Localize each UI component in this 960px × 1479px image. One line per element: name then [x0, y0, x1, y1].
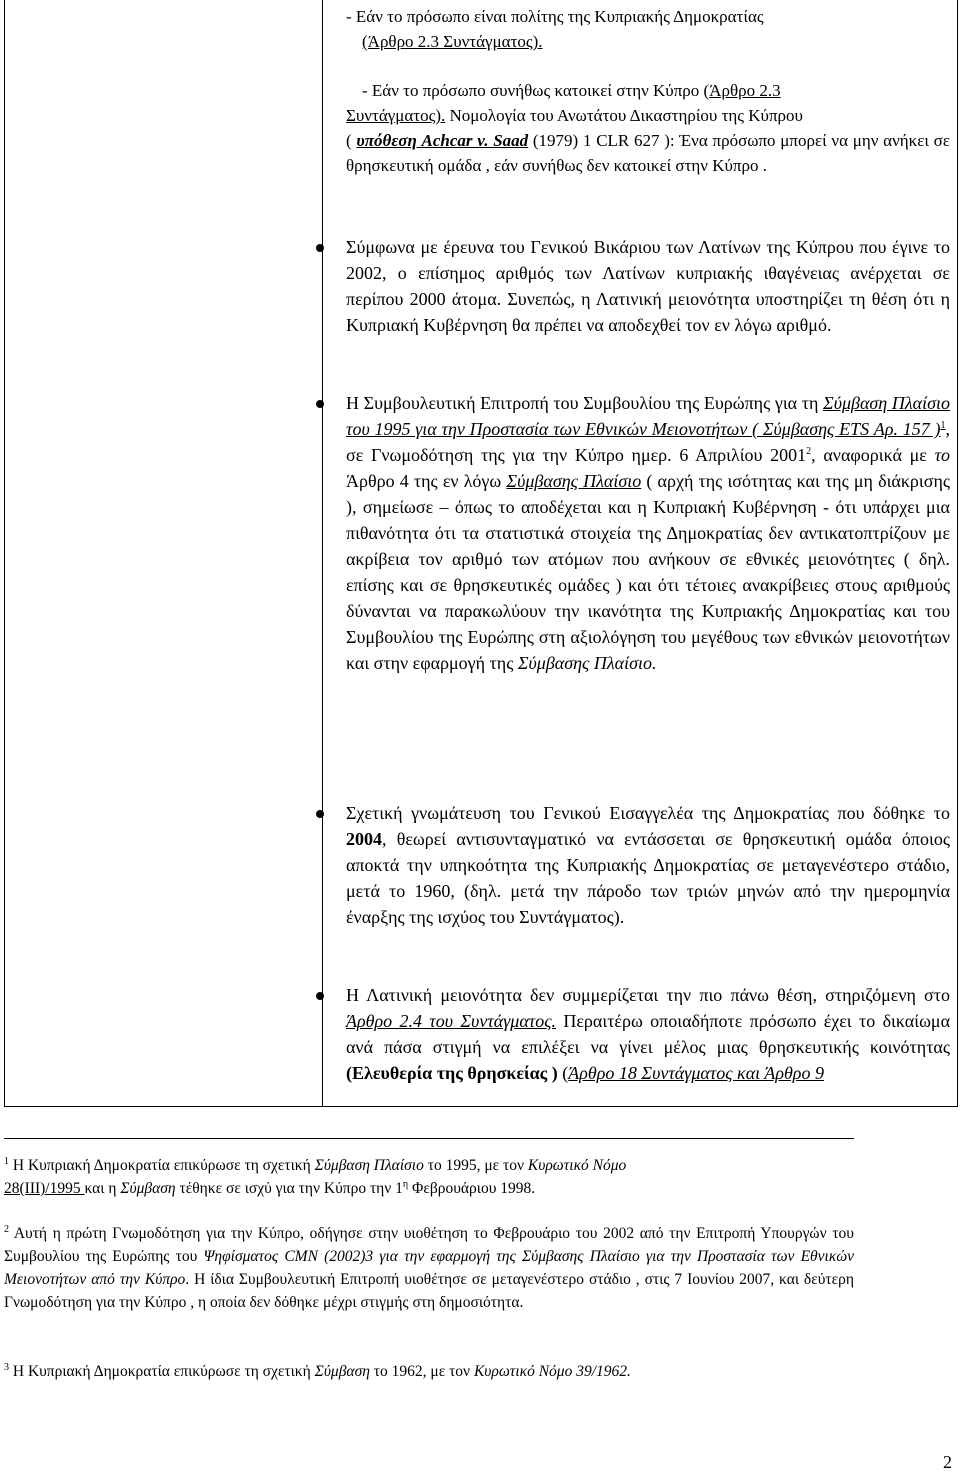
- fn1-text-e: Φεβρουάριου 1998.: [408, 1180, 536, 1197]
- bullet-3-year: 2004: [346, 829, 382, 849]
- bullet-3-intro: Σχετική γνωμάτευση του Γενικού Εισαγγελέα της Δημοκρατίας που δόθηκε το: [346, 803, 950, 823]
- case-text: (1979) 1 CLR 627 ): Ένα πρόσωπο μπορεί να μην ανήκει σε θρησκευτική ομάδα , εάν συνήθως δεν κατοικεί στην Κύπρο .: [346, 131, 950, 175]
- article-18-link[interactable]: Άρθρο 18 Συντάγματος και Άρθρο 9: [568, 1063, 824, 1083]
- bullet-2-body: ( αρχή της ισότητας και της μη διάκρισης ), σημείωσε – όπως το αποδέχεται και η Κυπριακή Κυβέρνηση - ότι υπάρχει μια πιθανότητα ότι τα στατιστικά στοιχεία της Δημοκρατίας δεν αντικατοπτρίζουν με ακρίβεια τον αριθμό των ατόμων που ανήκουν σε εθνικές μειονότητες ( δηλ. επίσης και σε θρησκευτικές ομάδες ) και ότι τέτοιες ανακρίβειες στους αριθμούς δύνανται να παρακωλύουν την ικανότητα της Κυπριακής Δημοκρατίας και του Συμβουλίου της Ευρώπης στη αξιολόγηση του μεγέθους των εθνικών μειονοτήτων και στην εφαρμογή της: [346, 471, 950, 673]
- fn1-text-b: το 1995, με τον: [423, 1157, 528, 1174]
- footnote-ref-1[interactable]: 1: [940, 420, 946, 431]
- bullet-4-paren: (: [557, 1063, 569, 1083]
- fn1-text-d: τέθηκε σε ισχύ για την Κύπρο την 1: [175, 1180, 403, 1197]
- residence-text: - Εάν το πρόσωπο συνήθως κατοικεί στην Κύπρο (: [362, 81, 710, 100]
- fn1-text-c: και η: [84, 1180, 121, 1197]
- religion-freedom: (Ελευθερία της θρησκείας ): [346, 1063, 558, 1083]
- paren-open: (: [346, 131, 357, 150]
- fn1-sup: η: [402, 1178, 409, 1190]
- footnote-3-number: 3: [4, 1361, 9, 1373]
- bullet-2-end: Σύμβασης Πλαίσιο.: [517, 653, 657, 673]
- bullet-paragraph-2: [346, 390, 950, 676]
- bullet-2-ital: το: [934, 445, 951, 465]
- fn2-text-a: Αυτή η πρώτη Γνωμοδότηση για την Κύπρο, οδήγησε στην υιοθέτηση το Φεβρουάριο του 2002 από την Επιτροπή Υπουργών του Συμβουλίου της Ευρώπης του: [4, 1225, 854, 1265]
- bullet-icon: [316, 400, 324, 408]
- fn3-text-b: το 1962, με τον: [369, 1363, 474, 1380]
- fn1-ital-2: Κυρωτικό Νόμο: [527, 1157, 627, 1174]
- bullet-3-body: , θεωρεί αντισυνταγματικό να εντάσσεται σε θρησκευτική ομάδα όποιος αποκτά την υπηκοότητα της Κυπριακής Δημοκρατίας σε μεταγενέστερο στάδιο, μετά το 1960, (δηλ. μετά την πάροδο των τριών μηνών από την ημερομηνία έναρξης της ισχύος του Συντάγματος).: [346, 829, 950, 927]
- fn3-text-a: Η Κυπριακή Δημοκρατία επικύρωσε τη σχετική: [9, 1363, 315, 1380]
- footnote-1: [4, 1154, 854, 1200]
- citizen-criterion: [346, 4, 950, 54]
- case-link[interactable]: υπόθεση Achcar v. Saad: [356, 131, 529, 150]
- framework-link[interactable]: Σύμβασης Πλαίσιο: [506, 471, 642, 491]
- citizen-ref-link[interactable]: (Άρθρο 2.3 Συντάγματος).: [362, 32, 543, 51]
- bullet-paragraph-3: [346, 800, 950, 930]
- fn3-ital-1: Σύμβαση: [314, 1363, 370, 1380]
- bullet-icon: [316, 992, 324, 1000]
- footnote-ref-2[interactable]: 2: [806, 446, 812, 457]
- fn3-ital-2: Κυρωτικό Νόμο 39/1962.: [473, 1363, 631, 1380]
- page-number: 2: [943, 1452, 952, 1472]
- bullet-4-body: Περαιτέρω οποιαδήποτε πρόσωπο έχει το δικαίωμα ανά πάσα στιγμή να επιλέξει να γίνει μέλος μιας θρησκευτικής κοινότητας: [346, 1011, 951, 1057]
- convention-link[interactable]: Σύμβαση Πλαίσιο του 1995 για την Προστασία των Εθνικών Μειονοτήτων ( Σύμβασης ETS Αρ. 157 ): [346, 393, 950, 439]
- fn1-law-link[interactable]: 28(ΙΙΙ)/1995: [4, 1180, 85, 1197]
- footnote-2-number: 2: [4, 1223, 9, 1235]
- bullet-paragraph-4: [346, 982, 950, 1086]
- residence-criterion: [346, 78, 950, 178]
- fn2-ital: Ψηφίσματος CMN (2002)3 για την εφαρμογή της Σύμβασης Πλαίσιο για την Προστασία των Εθνικών Μειονοτήτων από την Κύπρο: [4, 1248, 854, 1288]
- bullet-icon: [316, 810, 324, 818]
- bullet-paragraph-1: [346, 234, 950, 338]
- footnote-3: [4, 1360, 854, 1383]
- bullet-1-text: Σύμφωνα με έρευνα του Γενικού Βικάριου των Λατίνων της Κύπρου που έγινε το 2002, ο επίσημος αριθμός των Λατίνων κυπριακής ιθαγένειας ανέρχεται σε περίπου 2000 άτομα. Συνεπώς, η Λατινική μειονότητα υποστηρίζει τη θέση ότι η Κυπριακή Κυβέρνηση θα πρέπει να αποδεχθεί τον εν λόγω αριθμό.: [346, 237, 950, 335]
- citizen-text: - Εάν το πρόσωπο είναι πολίτης της Κυπριακής Δημοκρατίας: [346, 7, 764, 26]
- bullet-4-intro: Η Λατινική μειονότητα δεν συμμερίζεται την πιο πάνω θέση, στηριζόμενη στο: [346, 985, 950, 1005]
- bullet-2-date: , σε Γνωμοδότηση της για την Κύπρο ημερ. 6 Απριλίου 2001: [346, 419, 950, 465]
- bullet-2-article: Άρθρο 4 της εν λόγω: [346, 471, 507, 491]
- footnote-separator: [4, 1138, 854, 1139]
- footnote-1-number: 1: [4, 1155, 9, 1167]
- case-law-text: Νομολογία του Ανωτάτου Δικαστηρίου της Κύπρου: [445, 106, 803, 125]
- column-divider: [322, 0, 323, 1107]
- residence-ref-link[interactable]: Άρθρο 2.3: [709, 81, 781, 100]
- fn1-ital-1: Σύμβαση Πλαίσιο: [314, 1157, 424, 1174]
- fn1-text-a: Η Κυπριακή Δημοκρατία επικύρωσε τη σχετική: [9, 1157, 315, 1174]
- bullet-2-intro: Η Συμβουλευτική Επιτροπή του Συμβουλίου της Ευρώπης για τη: [346, 393, 824, 413]
- footnote-2: [4, 1222, 854, 1314]
- fn2-text-b: . Η ίδια Συμβουλευτική Επιτροπή υιοθέτησε σε μεταγενέστερο στάδιο , στις 7 Ιουνίου 2007, και δεύτερη Γνωμοδότηση για την Κύπρο , η οποία δεν δόθηκε μέχρι στιγμής στη δημοσιότητα.: [4, 1271, 854, 1311]
- article-2-4-link[interactable]: Άρθρο 2.4 του Συντάγματος.: [346, 1011, 557, 1031]
- bullet-icon: [316, 244, 324, 252]
- bullet-2-mid: , αναφορικά με: [811, 445, 935, 465]
- constitution-link[interactable]: Συντάγματος).: [346, 106, 446, 125]
- fn1-ital-3: Σύμβαση: [120, 1180, 176, 1197]
